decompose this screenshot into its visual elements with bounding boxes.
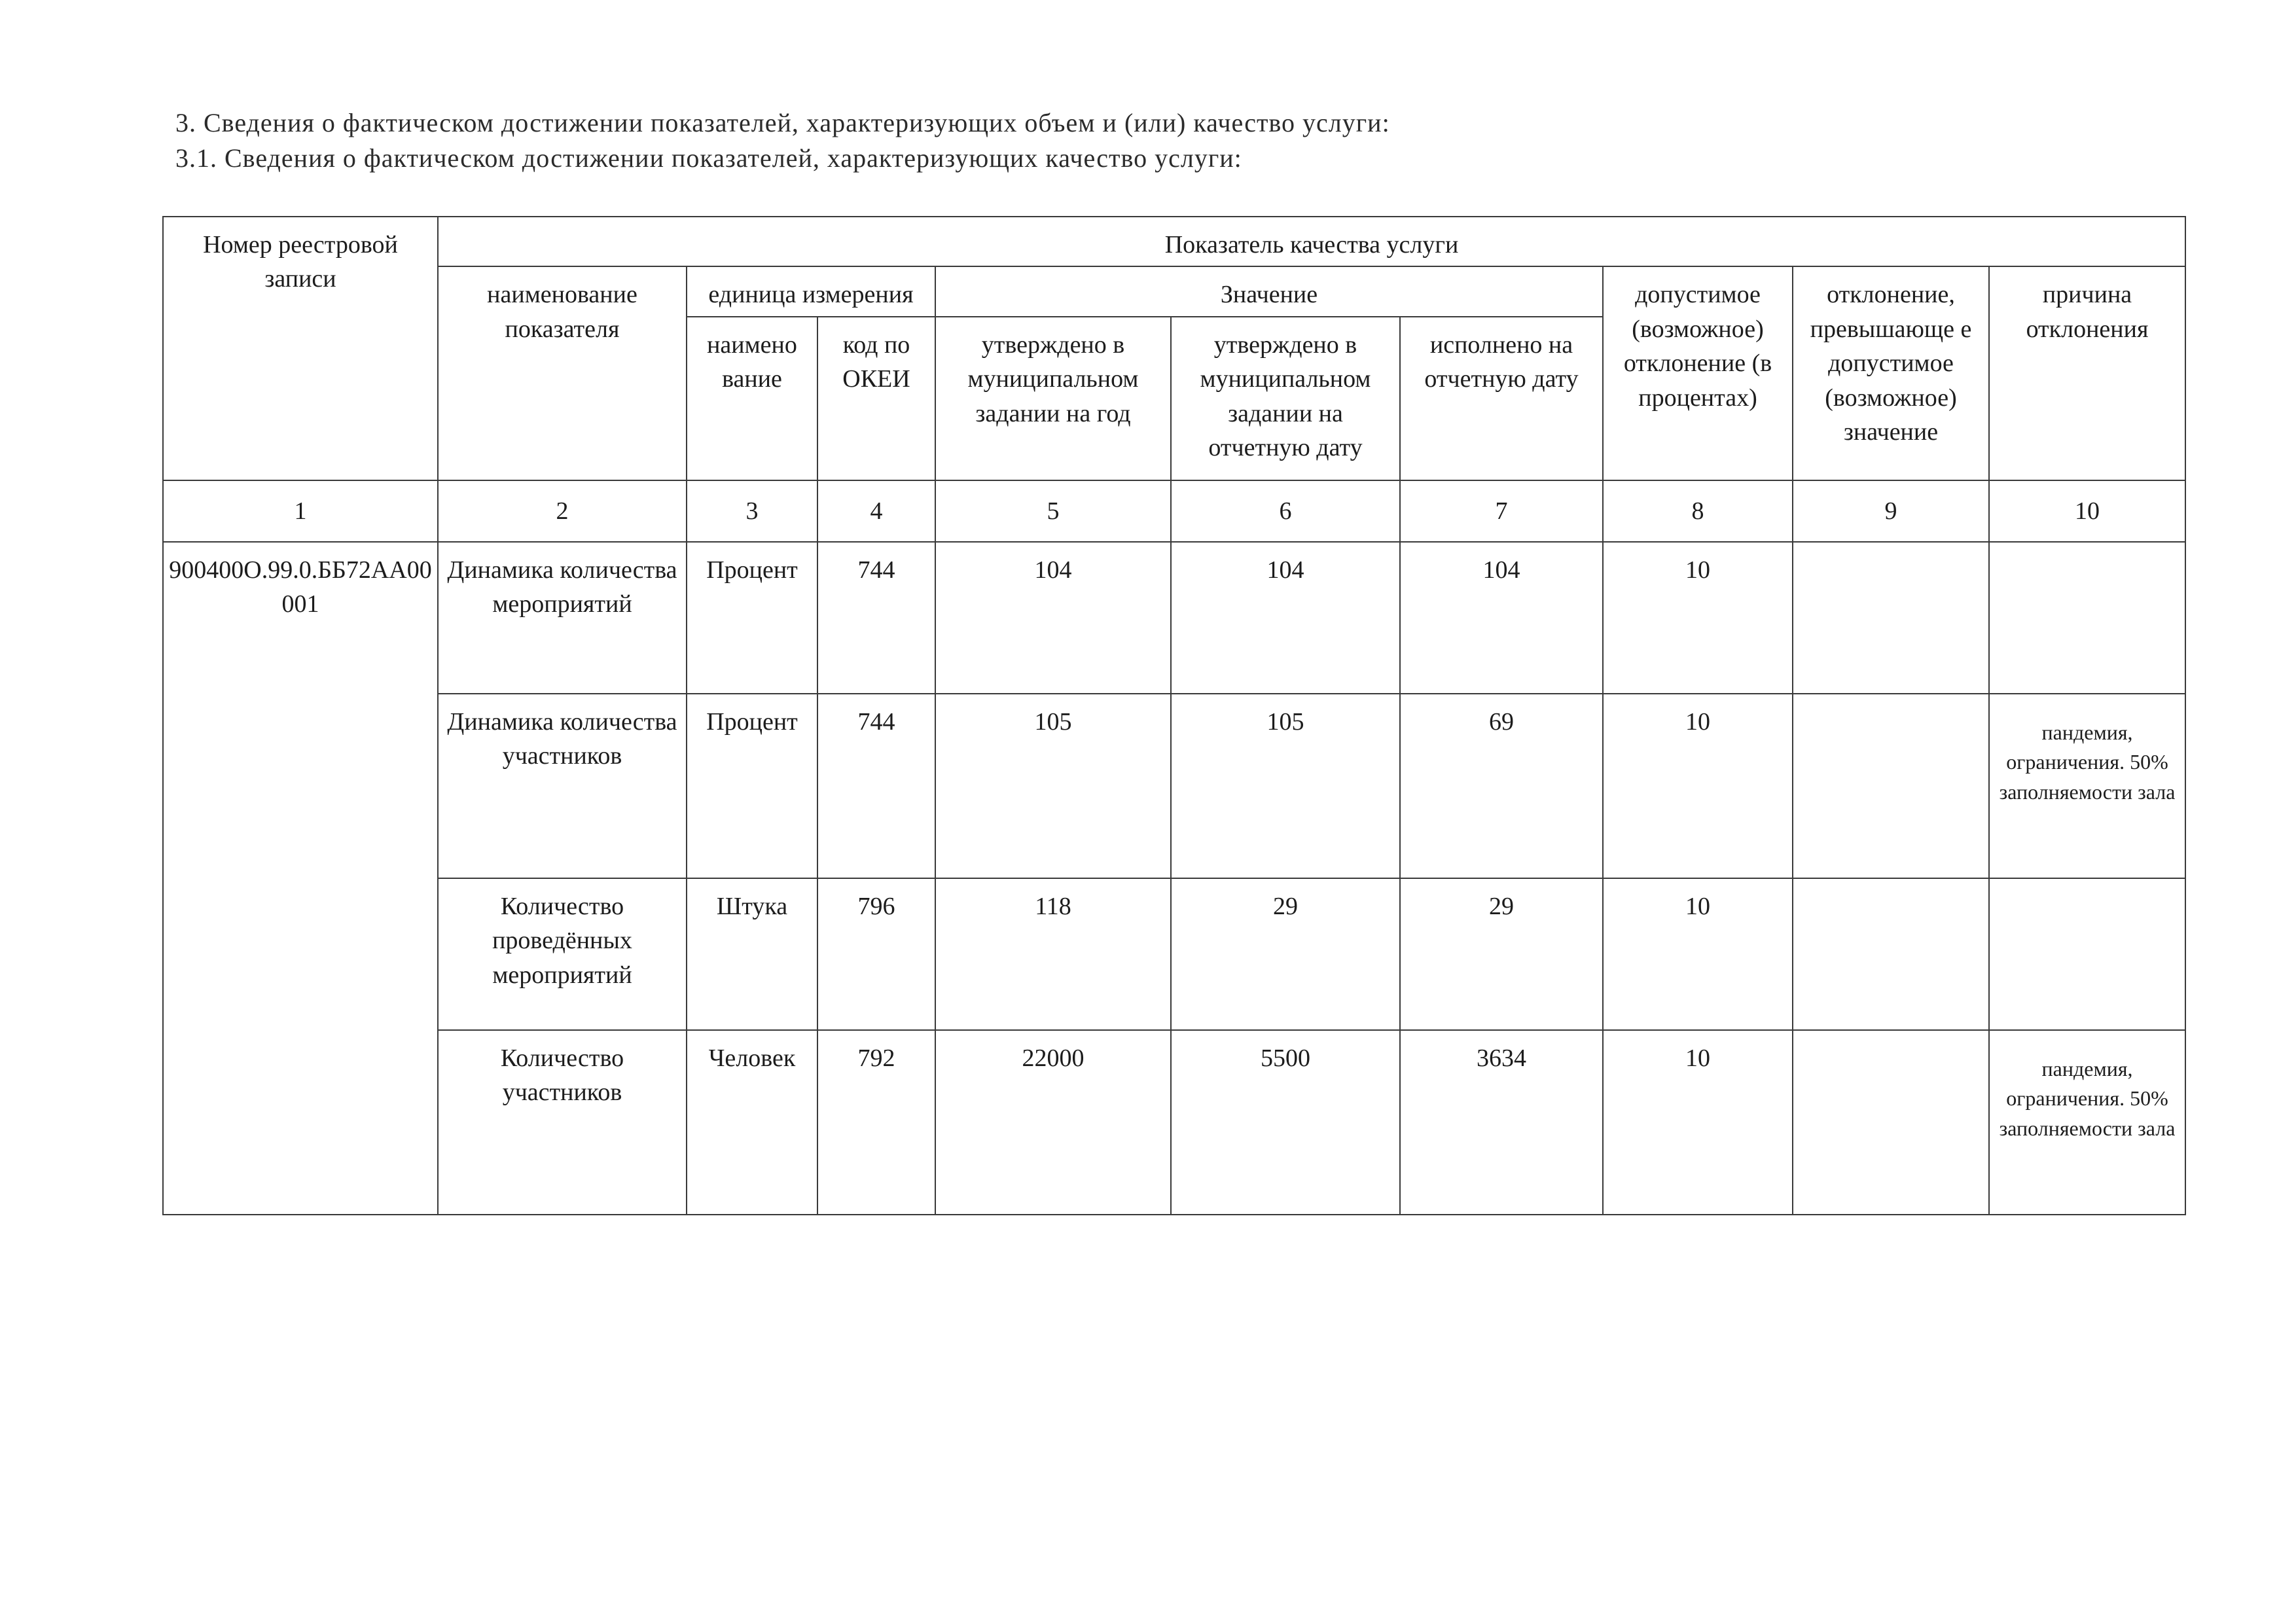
column-number: 10 [1989,480,2185,542]
approved-date-cell: 29 [1171,878,1400,1030]
section-3-heading: 3. Сведения о фактическом достижении показателей, характеризующих объем и (или) качество услуги: [175,108,1390,137]
executed-cell: 69 [1400,694,1603,878]
header-registry-number: Номер реестровой записи [163,217,438,480]
section-3-1-heading: 3.1. Сведения о фактическом достижении показателей, характеризующих качество услуги: [175,143,1242,173]
unit-name-cell: Человек [687,1030,817,1215]
approved-year-cell: 22000 [935,1030,1171,1215]
table-row [163,878,2185,1030]
header-quality-indicator: Показатель качества услуги [438,217,2185,266]
allowed-deviation-cell: 10 [1603,694,1793,878]
column-number: 8 [1603,480,1793,542]
deviation-exceeding-cell [1793,542,1989,694]
okei-code-cell: 744 [817,542,935,694]
header-approved-year: утверждено в муниципальном задании на год [935,317,1171,480]
okei-code-cell: 744 [817,694,935,878]
allowed-deviation-cell: 10 [1603,1030,1793,1215]
column-number: 9 [1793,480,1989,542]
executed-cell: 3634 [1400,1030,1603,1215]
deviation-exceeding-cell [1793,878,1989,1030]
approved-date-cell: 5500 [1171,1030,1400,1215]
column-number: 4 [817,480,935,542]
deviation-reason-cell [1989,878,2185,1030]
header-approved-date: утверждено в муниципальном задании на отчетную дату [1171,317,1400,480]
deviation-exceeding-cell [1793,1030,1989,1215]
header-executed-date: исполнено на отчетную дату [1400,317,1603,480]
column-number: 1 [163,480,438,542]
unit-name-cell: Штука [687,878,817,1030]
deviation-reason-cell: пандемия, ограничения. 50% заполняемости зала [1989,694,2185,878]
allowed-deviation-cell: 10 [1603,878,1793,1030]
column-number: 2 [438,480,687,542]
column-number: 6 [1171,480,1400,542]
approved-date-cell: 104 [1171,542,1400,694]
header-deviation-exceeding: отклонение, превышающе е допустимое (возможное) значение [1793,266,1989,480]
deviation-reason-cell [1989,542,2185,694]
table-row [163,1030,2185,1215]
header-value: Значение [935,266,1603,316]
column-number: 3 [687,480,817,542]
allowed-deviation-cell: 10 [1603,542,1793,694]
okei-code-cell: 796 [817,878,935,1030]
approved-year-cell: 105 [935,694,1171,878]
approved-year-cell: 118 [935,878,1171,1030]
indicator-name-cell: Динамика количества участников [438,694,687,878]
table-row [163,694,2185,878]
indicator-name-cell: Количество участников [438,1030,687,1215]
quality-indicators-table [162,216,2186,1215]
okei-code-cell: 792 [817,1030,935,1215]
table-row [163,542,2185,694]
header-deviation-reason: причина отклонения [1989,266,2185,480]
unit-name-cell: Процент [687,694,817,878]
unit-name-cell: Процент [687,542,817,694]
header-okei-code: код по ОКЕИ [817,317,935,480]
column-number: 7 [1400,480,1603,542]
header-unit-name: наимено вание [687,317,817,480]
executed-cell: 29 [1400,878,1603,1030]
column-numbers-row [163,480,2185,542]
deviation-reason-cell: пандемия, ограничения. 50% заполняемости зала [1989,1030,2185,1215]
column-number: 5 [935,480,1171,542]
registry-number-cell: 900400О.99.0.ББ72АА00001 [163,542,438,1215]
indicator-name-cell: Количество проведённых мероприятий [438,878,687,1030]
header-indicator-name: наименование показателя [438,266,687,480]
executed-cell: 104 [1400,542,1603,694]
indicator-name-cell: Динамика количества мероприятий [438,542,687,694]
header-unit: единица измерения [687,266,935,316]
deviation-exceeding-cell [1793,694,1989,878]
header-allowed-deviation: допустимое (возможное) отклонение (в процентах) [1603,266,1793,480]
approved-year-cell: 104 [935,542,1171,694]
approved-date-cell: 105 [1171,694,1400,878]
